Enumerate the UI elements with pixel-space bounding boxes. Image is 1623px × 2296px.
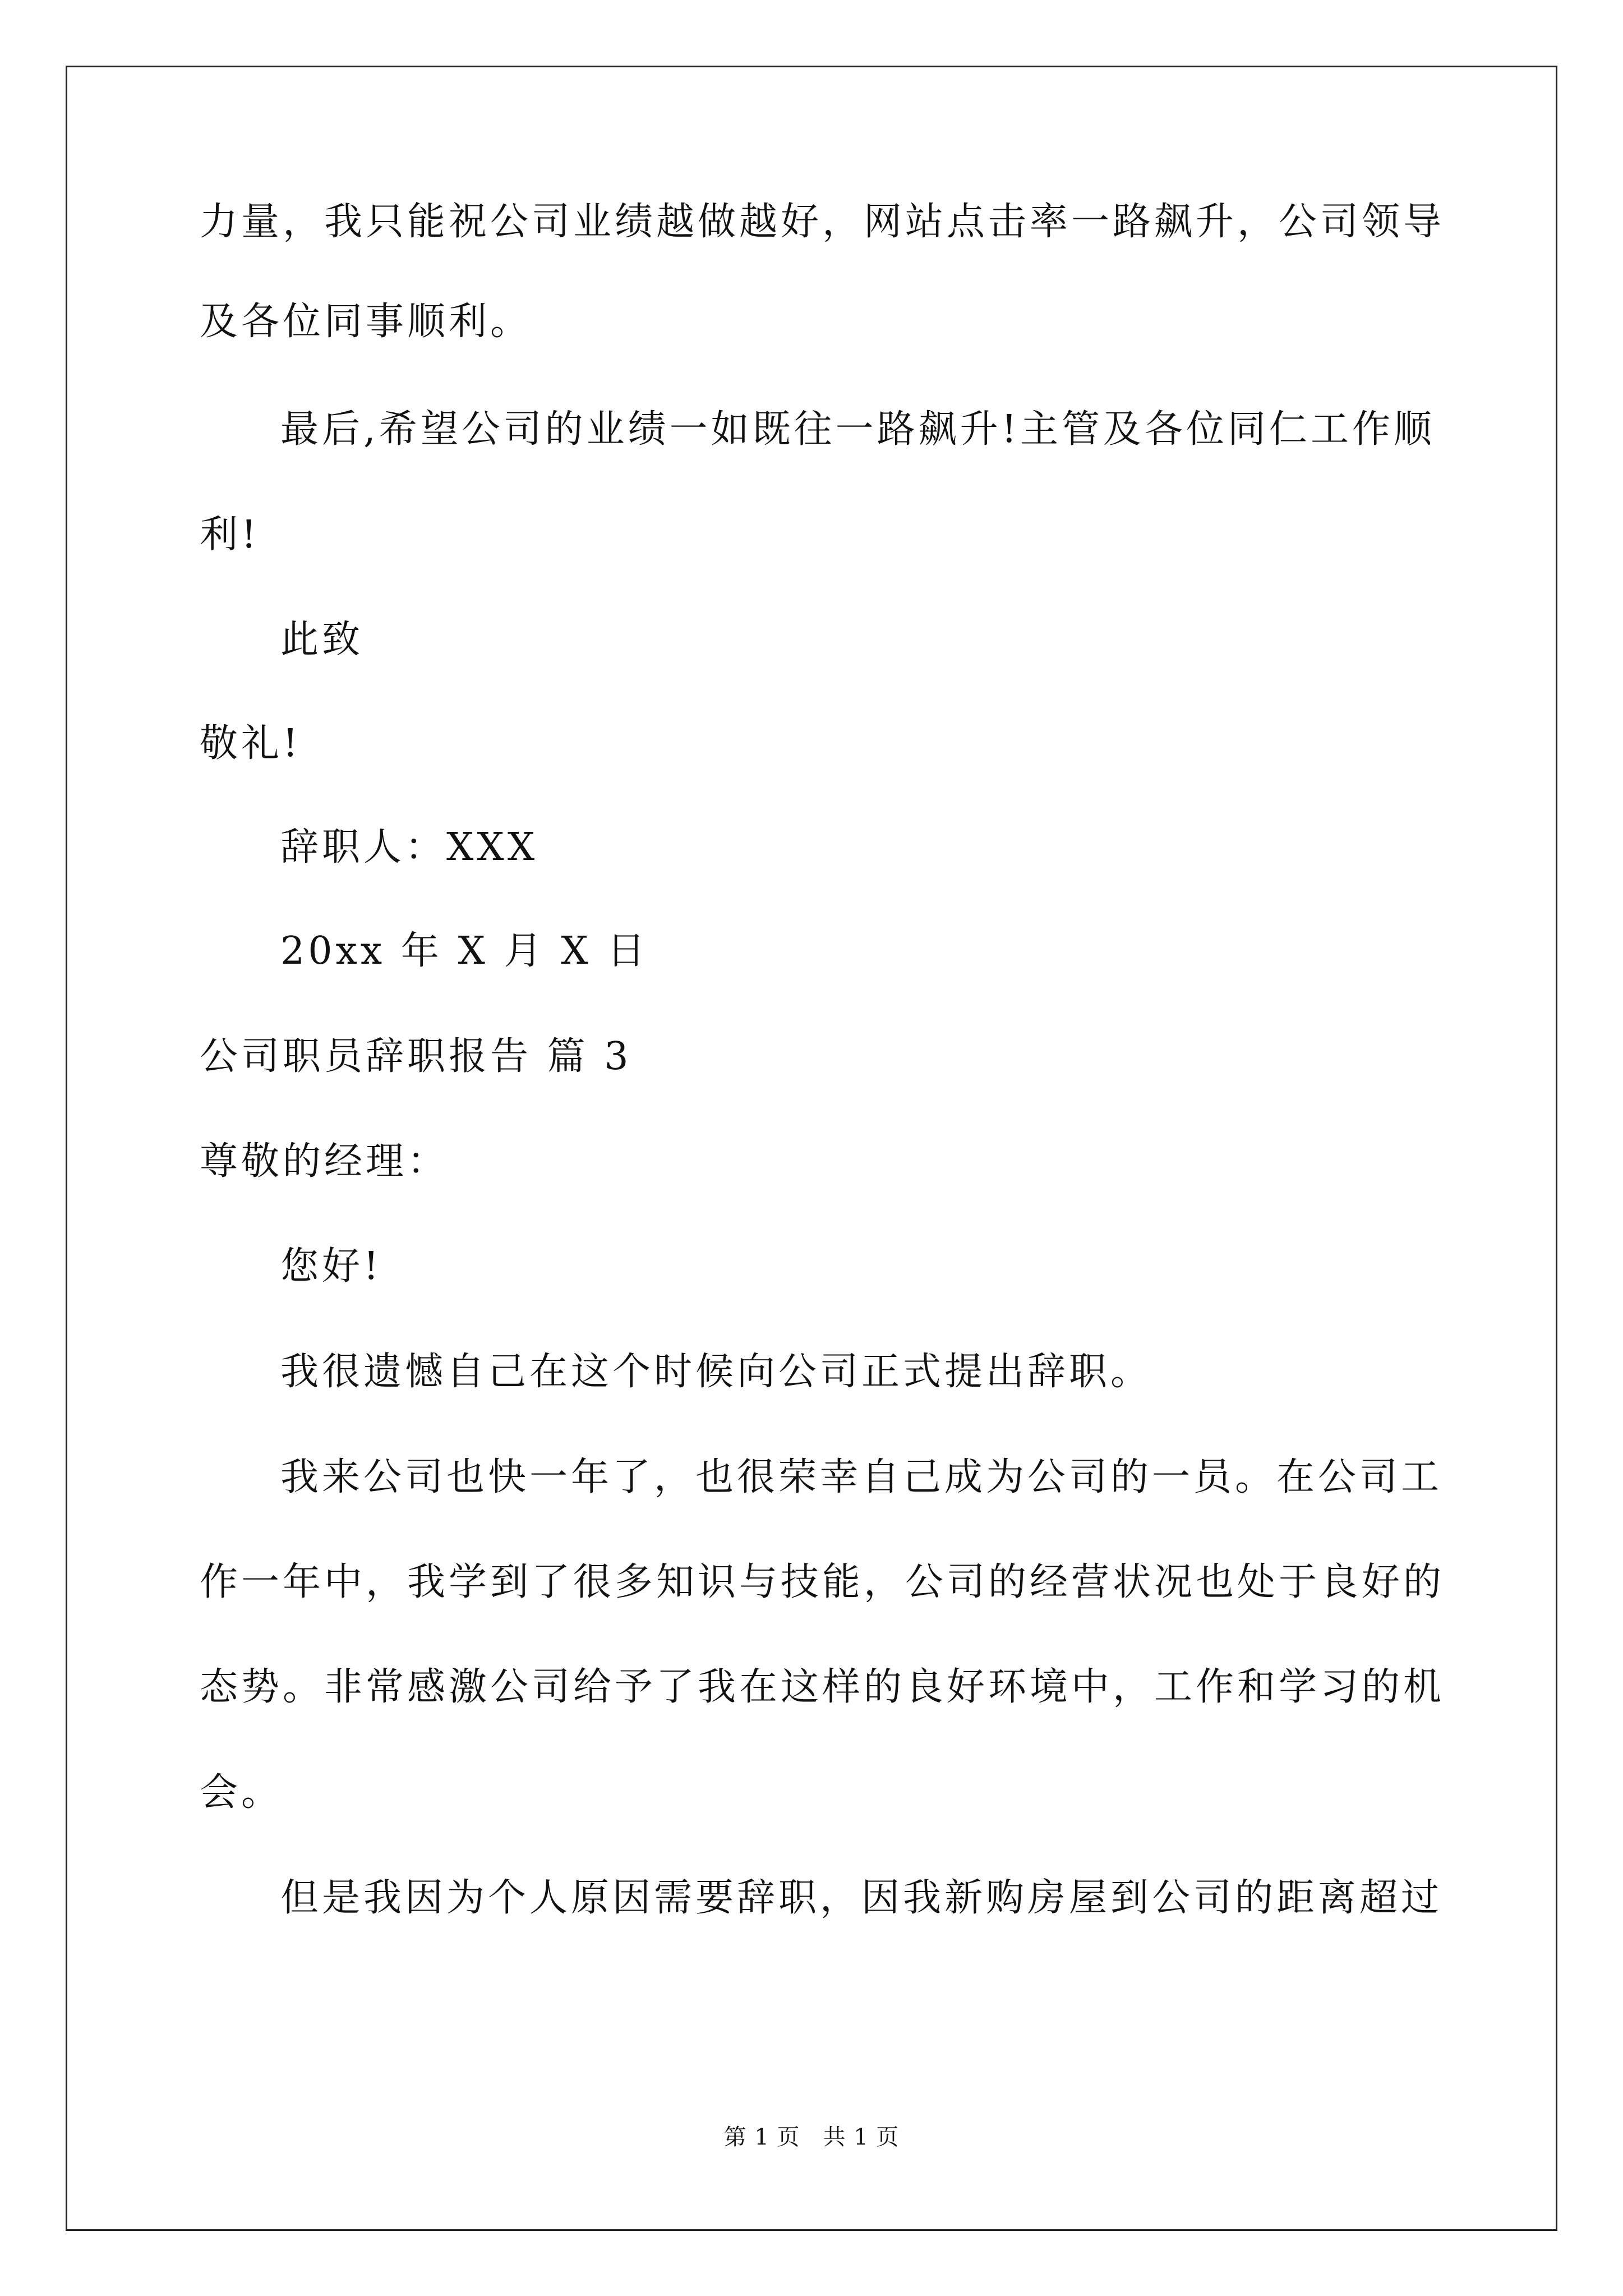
closing-regards: 敬礼!	[200, 721, 302, 766]
paragraph-line: 但是我因为个人原因需要辞职，因我新购房屋到公司的距离超过	[280, 1876, 1443, 1920]
letter-greeting: 您好!	[280, 1244, 382, 1289]
paragraph-line: 及各位同事顺利。	[200, 300, 532, 344]
letter-recipient: 尊敬的经理：	[200, 1139, 449, 1184]
signature-name: 辞职人：XXX	[280, 825, 538, 869]
paragraph-line: 我很遗憾自己在这个时候向公司正式提出辞职。	[280, 1350, 1152, 1394]
section-heading: 公司职员辞职报告 篇 3	[200, 1034, 632, 1079]
page-number: 第 1 页 共 1 页	[723, 2124, 900, 2150]
paragraph-line: 会。	[200, 1770, 283, 1815]
paragraph-line: 态势。非常感激公司给予了我在这样的良好环境中，工作和学习的机	[200, 1665, 1445, 1709]
closing-salutation: 此致	[280, 618, 364, 662]
paragraph-line: 最后,希望公司的业绩一如既往一路飙升!主管及各位同仁工作顺	[280, 407, 1435, 452]
paragraph-line: 我来公司也快一年了，也很荣幸自己成为公司的一员。在公司工	[280, 1455, 1443, 1499]
paragraph-line: 利!	[200, 513, 260, 557]
paragraph-line: 力量，我只能祝公司业绩越做越好，网站点击率一路飙升，公司领导	[200, 200, 1445, 244]
signature-date: 20xx 年 X 月 X 日	[280, 929, 649, 973]
paragraph-line: 作一年中，我学到了很多知识与技能，公司的经营状况也处于良好的	[200, 1560, 1445, 1604]
